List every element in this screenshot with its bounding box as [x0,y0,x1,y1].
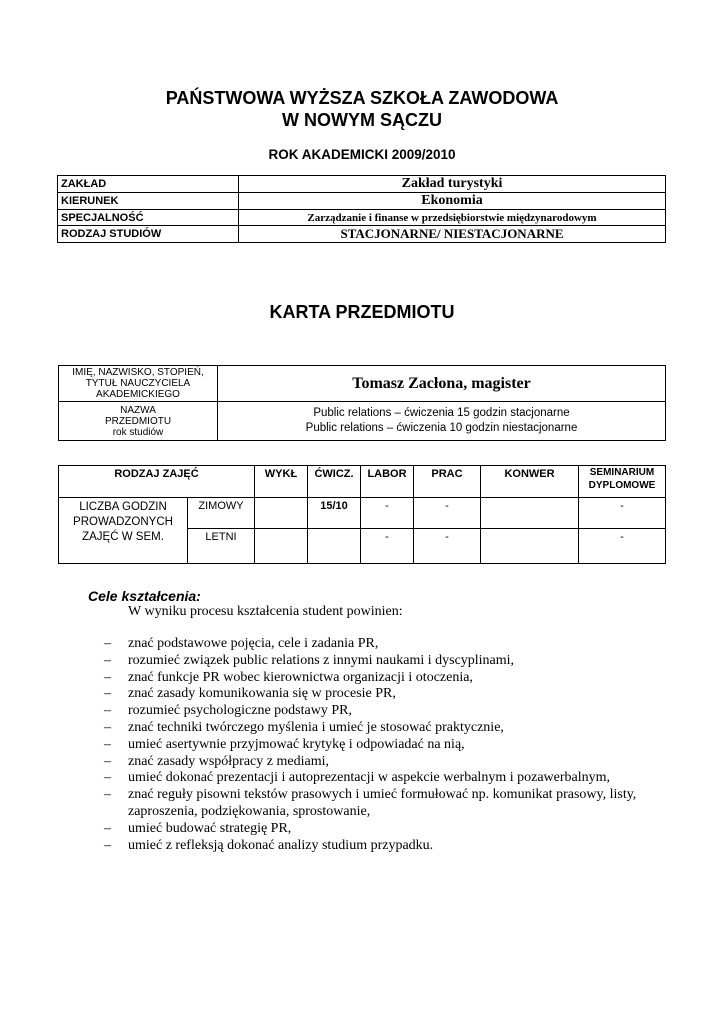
info-value: STACJONARNE/ NIESTACJONARNE [239,226,666,243]
list-item [104,636,664,653]
dash-bullet: – [104,686,111,702]
header-cwicz: ĆWICZ. [308,466,361,498]
cell-seminarium: - [579,529,666,564]
table-row [58,226,666,243]
goal-text: znać techniki twórczego myślenia i umieć je stosować praktycznie, [128,719,504,735]
academic-year: ROK AKADEMICKI 2009/2010 [268,147,456,162]
list-item [104,787,664,821]
dash-bullet: – [104,719,111,735]
header-seminarium-line2: DYPLOMOWE [588,480,656,491]
table-row [58,193,666,210]
goals-list [104,636,664,854]
info-label: KIERUNEK [58,193,239,210]
teacher-label-line3: AKADEMICKIEGO [96,389,180,400]
school-name-line1: PAŃSTWOWA WYŻSZA SZKOŁA ZAWODOWA [165,88,559,108]
cell-wykl [255,529,308,564]
goal-text: umieć dokonać prezentacji i autoprezentacji w aspekcie werbalnym i pozawerbalnym, [128,770,611,786]
list-item [104,720,664,737]
list-item [104,670,664,687]
subject-label-line1: NAZWA [120,404,156,416]
subject-label [59,402,218,441]
info-value: Ekonomia [239,193,666,210]
header-seminarium-line1: SEMINARIUM [589,467,655,478]
teacher-label-line2: TYTUŁ NAUCZYCIELA [85,378,191,389]
cell-prac: - [414,498,481,529]
semester-label: LETNI [188,529,255,564]
table-row [59,498,666,529]
goals-title: Cele kształcenia: [88,588,201,604]
list-item [104,838,664,855]
info-table [57,175,666,243]
teacher-label [59,366,218,402]
goal-text: znać podstawowe pojęcia, cele i zadania PR, [128,636,379,651]
semester-label: ZIMOWY [188,498,255,529]
classes-table [58,465,666,564]
table-row [58,176,666,193]
goal-text: znać funkcje PR wobec kierownictwa organizacji i otoczenia, [128,669,473,685]
dash-bullet: – [104,837,111,853]
cell-cwicz [308,529,361,564]
dash-bullet: – [104,753,111,769]
row-label-line3: ZAJĘĆ W SEM. [82,531,164,543]
dash-bullet: – [104,652,111,668]
subject-label-line2: PRZEDMIOTU [104,415,172,427]
cell-konwer [481,529,579,564]
info-label: SPECJALNOŚĆ [58,210,239,226]
goal-text: rozumieć psychologiczne podstawy PR, [128,703,352,719]
header-konwer: KONWER [481,466,579,498]
subject-line1: Public relations – ćwiczenia 15 godzin stacjonarne [313,407,570,419]
table-row [59,366,666,402]
dash-bullet: – [104,770,111,786]
row-label-line1: LICZBA GODZIN [79,501,167,513]
cell-prac: - [414,529,481,564]
dash-bullet: – [104,736,111,752]
school-name-line2: W NOWYM SĄCZU [282,110,442,130]
row-label [59,498,188,564]
card-title: KARTA PRZEDMIOTU [269,302,455,322]
goal-text: umieć budować strategię PR, [128,820,292,836]
subject-line2: Public relations – ćwiczenia 10 godzin niestacjonarne [305,422,578,434]
cell-seminarium: - [579,498,666,529]
cell-labor: - [361,498,414,529]
dash-bullet: – [104,703,111,719]
cell-konwer [481,498,579,529]
subject-label-line3: rok studiów [112,426,164,438]
subject-description [218,402,666,441]
info-label: RODZAJ STUDIÓW [58,226,239,243]
header-labor: LABOR [361,466,414,498]
table-row [59,466,666,498]
teacher-subject-table [58,365,666,441]
dash-bullet: – [104,787,111,803]
header-wykl: WYKŁ [255,466,308,498]
list-item [104,770,664,787]
table-row [59,402,666,441]
goal-text: umieć asertywnie przyjmować krytykę i odpowiadać na nią, [128,736,465,752]
goal-text: rozumieć związek public relations z innymi naukami i dyscyplinami, [128,652,515,668]
list-item [104,737,664,754]
info-label: ZAKŁAD [58,176,239,193]
goals-intro: W wyniku procesu kształcenia student powinien: [128,604,403,619]
table-row [58,210,666,226]
dash-bullet: – [104,636,111,651]
header-rodzaj: RODZAJ ZAJĘĆ [59,466,255,498]
goal-text: znać zasady komunikowania się w procesie PR, [128,686,396,702]
cell-labor: - [361,529,414,564]
row-label-line2: PROWADZONYCH [73,516,173,528]
info-value: Zakład turystyki [239,176,666,193]
list-item [104,754,664,771]
dash-bullet: – [104,669,111,685]
goal-text: znać reguły pisowni tekstów prasowych i umieć formułować np. komunikat prasowy, listy, zaproszenia, podziękowania, sprostowanie, [128,787,637,819]
info-value: Zarządzanie i finanse w przedsiębiorstwie międzynarodowym [239,210,666,226]
cell-wykl [255,498,308,529]
list-item [104,821,664,838]
list-item [104,653,664,670]
header-prac: PRAC [414,466,481,498]
dash-bullet: – [104,820,111,836]
list-item [104,686,664,703]
goal-text: znać zasady współpracy z mediami, [128,753,329,769]
teacher-label-line1: IMIĘ, NAZWISKO, STOPIEŃ, [72,367,204,378]
teacher-name: Tomasz Zacłona, magister [218,366,666,402]
header-seminarium [579,466,666,498]
goal-text: umieć z refleksją dokonać analizy studium przypadku. [128,837,434,853]
cell-cwicz: 15/10 [308,498,361,529]
list-item [104,703,664,720]
